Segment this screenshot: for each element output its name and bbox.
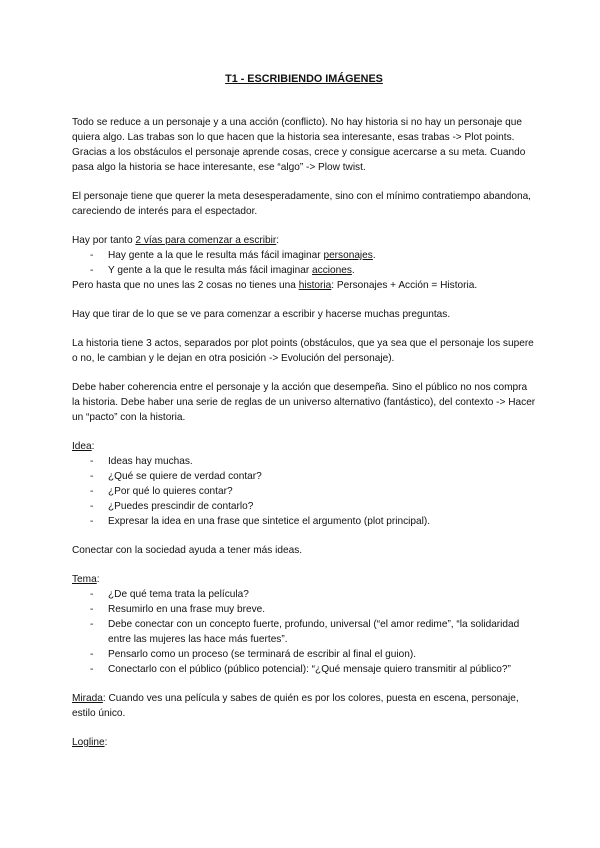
list-item: - Y gente a la que le resulta más fácil imaginar acciones. bbox=[72, 263, 536, 278]
list-item: - Conectarlo con el público (público potencial): “¿Qué mensaje quiero transmitir al público?” bbox=[72, 662, 536, 677]
list-item: - ¿Puedes prescindir de contarlo? bbox=[72, 499, 536, 514]
section-heading: Tema: bbox=[72, 574, 100, 585]
section-logline: Logline: bbox=[72, 737, 108, 748]
section-idea bbox=[72, 439, 536, 529]
document-page bbox=[72, 72, 536, 750]
page-title: T1 - ESCRIBIENDO IMÁGENES bbox=[225, 73, 383, 85]
list-item: - Resumirlo en una frase muy breve. bbox=[72, 602, 536, 617]
list-item: - ¿Qué se quiere de verdad contar? bbox=[72, 469, 536, 484]
tema-list bbox=[72, 587, 536, 677]
paragraph-actos: La historia tiene 3 actos, separados por plot points (obstáculos, que ya sea que el personaje los supere o no, le cambian y le dejan en otra posición -> Evolución del personaje). bbox=[72, 338, 534, 364]
section-heading: Logline bbox=[72, 737, 105, 748]
paragraph-coherencia: Debe haber coherencia entre el personaje y la acción que desempeña. Sino el público no nos compra la historia. Debe haber una serie de reglas de un universo alternativo (fantástico), del contexto -> Hacer un “pacto” con la historia. bbox=[72, 382, 536, 423]
section-heading: Idea: bbox=[72, 441, 95, 452]
vias-list bbox=[72, 248, 536, 278]
vias-outro: Pero hasta que no unes las 2 cosas no tienes una historia: Personajes + Acción = Historia. bbox=[72, 280, 478, 291]
paragraph-intro: Todo se reduce a un personaje y a una acción (conflicto). No hay historia si no hay un personaje que quiera algo. Las trabas son lo que hacen que la historia sea interesante, esas trabas -> Plot points. Gracias a los obstáculos el personaje aprende cosas, crece y consigue acercarse a su meta. Cuando pasa algo la historia se hace interesante, ese “algo” -> Plow twist. bbox=[72, 117, 526, 173]
paragraph-mirada: Mirada: Cuando ves una película y sabes de quién es por los colores, puesta en escena, personaje, estilo único. bbox=[72, 693, 519, 719]
list-item: - Expresar la idea en una frase que sintetice el argumento (plot principal). bbox=[72, 514, 536, 529]
list-item: - ¿De qué tema trata la película? bbox=[72, 587, 536, 602]
section-vias bbox=[72, 233, 536, 293]
idea-list bbox=[72, 454, 536, 529]
paragraph-sociedad: Conectar con la sociedad ayuda a tener más ideas. bbox=[72, 545, 303, 556]
list-item: - Ideas hay muchas. bbox=[72, 454, 536, 469]
list-item: - ¿Por qué lo quieres contar? bbox=[72, 484, 536, 499]
vias-intro: Hay por tanto 2 vías para comenzar a escribir: bbox=[72, 235, 280, 246]
section-heading: Mirada bbox=[72, 693, 103, 704]
section-tema bbox=[72, 572, 536, 677]
list-item: - Debe conectar con un concepto fuerte, profundo, universal (“el amor redime”, “la solidaridad entre las mujeres las hace más fuertes”. bbox=[72, 617, 536, 647]
list-item: - Pensarlo como un proceso (se terminará de escribir al final el guion). bbox=[72, 647, 536, 662]
paragraph-preguntas: Hay que tirar de lo que se ve para comenzar a escribir y hacerse muchas preguntas. bbox=[72, 309, 451, 320]
list-item: - Hay gente a la que le resulta más fácil imaginar personajes. bbox=[72, 248, 536, 263]
vias-underlined: 2 vías para comenzar a escribir bbox=[135, 235, 277, 246]
paragraph-meta: El personaje tiene que querer la meta desesperadamente, sino con el mínimo contratiempo abandona, careciendo de interés para el espectador. bbox=[72, 191, 531, 217]
